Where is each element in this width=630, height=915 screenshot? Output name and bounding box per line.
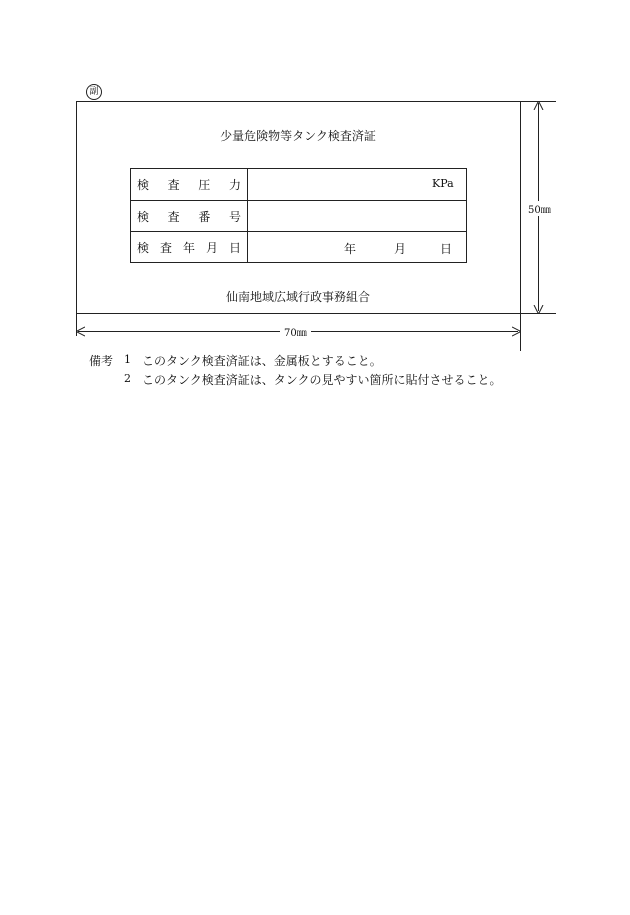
organization-name: 仙南地域広域行政事務組合	[225, 290, 370, 304]
duplicate-seal: 副	[86, 84, 102, 100]
height-arrow-bottom-icon	[533, 305, 544, 314]
plate-top-border	[76, 101, 556, 102]
notes-heading: 備考	[89, 354, 114, 368]
width-arrow-right-icon	[512, 326, 521, 337]
note-text-2: このタンク検査済証は、タンクの見やすい箇所に貼付させること。	[142, 373, 502, 387]
table-row-pressure	[131, 169, 466, 200]
date-year: 年	[344, 242, 357, 256]
width-dimension-label: 70㎜	[280, 324, 311, 339]
date-month: 月	[394, 242, 407, 256]
note-number-2: 2	[124, 372, 131, 385]
width-arrow-left-icon	[76, 326, 85, 337]
date-day: 日	[440, 242, 453, 256]
note-text-1: このタンク検査済証は、金属板とすること。	[142, 354, 382, 368]
inspection-table	[130, 168, 467, 263]
certificate-title: 少量危険物等タンク検査済証	[220, 129, 376, 143]
label-inspection-pressure: 検 査 圧 力	[131, 169, 248, 200]
height-arrow-top-icon	[533, 101, 544, 110]
height-dimension-label: 50㎜	[524, 201, 555, 216]
table-row-date	[131, 231, 466, 263]
plate-right-border	[520, 101, 521, 351]
pressure-unit: KPa	[432, 177, 454, 190]
note-number-1: 1	[124, 353, 131, 366]
label-inspection-number: 検 査 番 号	[131, 201, 248, 232]
plate-bottom-border	[76, 313, 556, 314]
table-row-number	[131, 200, 466, 232]
label-inspection-date: 検 査 年 月 日	[131, 232, 248, 263]
